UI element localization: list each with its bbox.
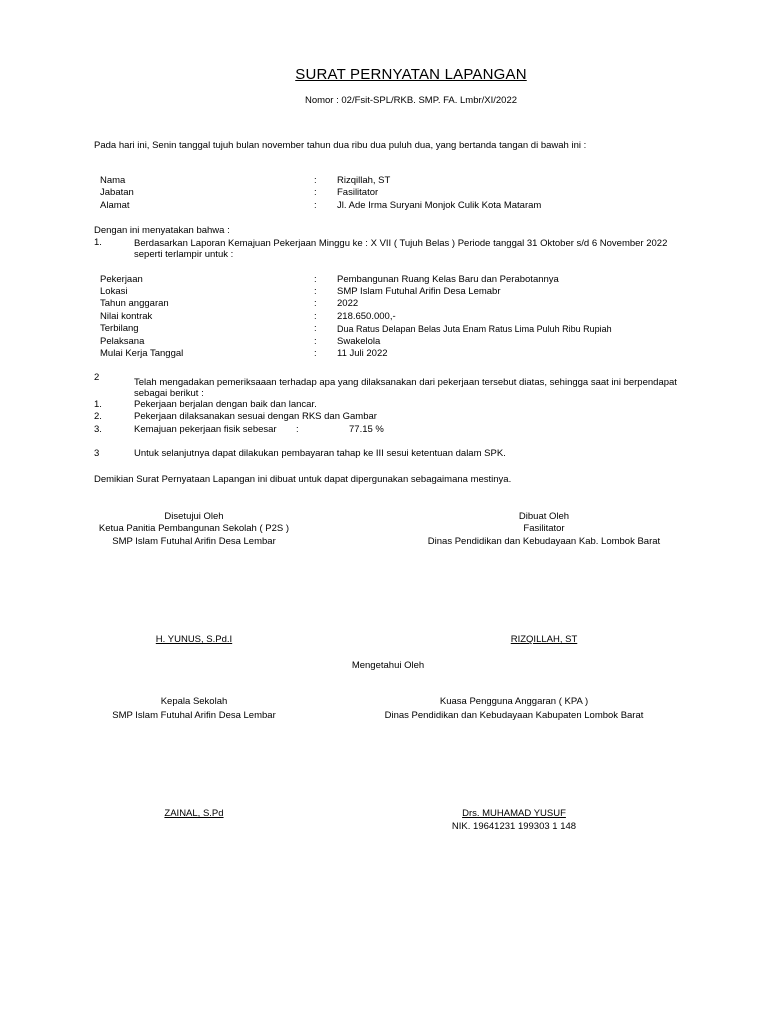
- document-number: Nomor : 02/Fsit-SPL/RKB. SMP. FA. Lmbr/XI/2022: [304, 95, 518, 106]
- signature-title: Fasilitator: [523, 523, 565, 534]
- project-separator: :: [314, 311, 317, 322]
- signature-org: SMP Islam Futuhal Arifin Desa Lembar: [112, 536, 276, 547]
- signatory-name: RIZQILLAH, ST: [510, 634, 578, 645]
- signature-org: Dinas Pendidikan dan Kebudayaan Kab. Lombok Barat: [427, 536, 661, 547]
- project-separator: :: [314, 286, 317, 297]
- identity-label: Jabatan: [100, 187, 134, 198]
- finding-number: 3.: [94, 424, 102, 435]
- progress-value: 77.15 %: [349, 424, 384, 435]
- project-label: Lokasi: [100, 286, 128, 297]
- signatory-name: H. YUNUS, S.Pd.I: [155, 634, 233, 645]
- signature-org: SMP Islam Futuhal Arifin Desa Lembar: [112, 710, 276, 721]
- identity-value: Jl. Ade Irma Suryani Monjok Culik Kota Mataram: [337, 200, 542, 211]
- identity-separator: :: [314, 175, 317, 186]
- finding-number: 2.: [94, 411, 102, 422]
- declaration-intro: Dengan ini menyatakan bahwa :: [94, 225, 230, 236]
- identity-separator: :: [314, 187, 317, 198]
- signature-title: Kuasa Pengguna Anggaran ( KPA ): [439, 696, 589, 707]
- document-title: SURAT PERNYATAN LAPANGAN: [295, 66, 527, 83]
- finding-text: Kemajuan pekerjaan fisik sebesar: [134, 424, 277, 435]
- acknowledged-by: Mengetahui Oleh: [351, 660, 425, 671]
- signature-org: Dinas Pendidikan dan Kebudayaan Kabupaten Lombok Barat: [384, 710, 644, 721]
- project-label: Pekerjaan: [100, 274, 143, 285]
- opening-paragraph: Pada hari ini, Senin tanggal tujuh bulan november tahun dua ribu dua puluh dua, yang bertanda tangan di bawah ini :: [94, 140, 587, 151]
- project-value: SMP Islam Futuhal Arifin Desa Lemabr: [337, 286, 501, 297]
- point-text-continued: seperti terlampir untuk :: [134, 249, 234, 260]
- signature-role: Disetujui Oleh: [164, 511, 224, 522]
- finding-text: Pekerjaan berjalan dengan baik dan lancar.: [134, 399, 317, 410]
- project-value: Pembangunan Ruang Kelas Baru dan Perabotannya: [337, 274, 559, 285]
- project-value: Swakelola: [337, 336, 381, 347]
- project-label: Nilai kontrak: [100, 311, 153, 322]
- closing-paragraph: Demikian Surat Pernyataan Lapangan ini dibuat untuk dapat dipergunakan sebagaimana mestinya.: [94, 474, 512, 485]
- point-text: Telah mengadakan pemeriksaaan terhadap apa yang dilaksanakan dari pekerjaan tersebut diatas, sehingga saat ini berpendapat: [134, 377, 677, 388]
- finding-number: 1.: [94, 399, 102, 410]
- point-text-continued: sebagai berikut :: [134, 388, 204, 399]
- signature-title: Kepala Sekolah: [160, 696, 228, 707]
- signatory-name: ZAINAL, S.Pd: [164, 808, 224, 819]
- finding-separator: :: [296, 424, 299, 435]
- signatory-name: Drs. MUHAMAD YUSUF: [462, 808, 566, 819]
- point-number: 2: [94, 372, 100, 383]
- signature-title: Ketua Panitia Pembangunan Sekolah ( P2S ): [98, 523, 290, 534]
- identity-label: Nama: [100, 175, 126, 186]
- project-value: Dua Ratus Delapan Belas Juta Enam Ratus Lima Puluh Ribu Rupiah: [337, 324, 612, 334]
- signatory-nik: NIK. 19641231 199303 1 148: [451, 821, 577, 832]
- project-separator: :: [314, 274, 317, 285]
- project-value: 2022: [337, 298, 359, 309]
- identity-label: Alamat: [100, 200, 130, 211]
- point-number: 1.: [94, 237, 102, 248]
- project-value: 11 Juli 2022: [337, 348, 388, 359]
- point-text: Untuk selanjutnya dapat dilakukan pembayaran tahap ke III sesui ketentuan dalam SPK.: [134, 448, 506, 459]
- signature-role: Dibuat Oleh: [518, 511, 570, 522]
- point-number: 3: [94, 448, 100, 459]
- project-separator: :: [314, 348, 317, 359]
- finding-text: Pekerjaan dilaksanakan sesuai dengan RKS dan Gambar: [134, 411, 377, 422]
- project-value: 218.650.000,-: [337, 311, 396, 322]
- project-label: Terbilang: [100, 323, 139, 334]
- point-text: Berdasarkan Laporan Kemajuan Pekerjaan Minggu ke : X VII ( Tujuh Belas ) Periode tanggal 31 Oktober s/d 6 November 2022: [134, 238, 668, 249]
- project-separator: :: [314, 323, 317, 334]
- identity-value: Rizqillah, ST: [337, 175, 391, 186]
- project-separator: :: [314, 336, 317, 347]
- identity-separator: :: [314, 200, 317, 211]
- project-label: Tahun anggaran: [100, 298, 169, 309]
- project-label: Mulai Kerja Tanggal: [100, 348, 184, 359]
- identity-value: Fasilitator: [337, 187, 379, 198]
- project-separator: :: [314, 298, 317, 309]
- project-label: Pelaksana: [100, 336, 145, 347]
